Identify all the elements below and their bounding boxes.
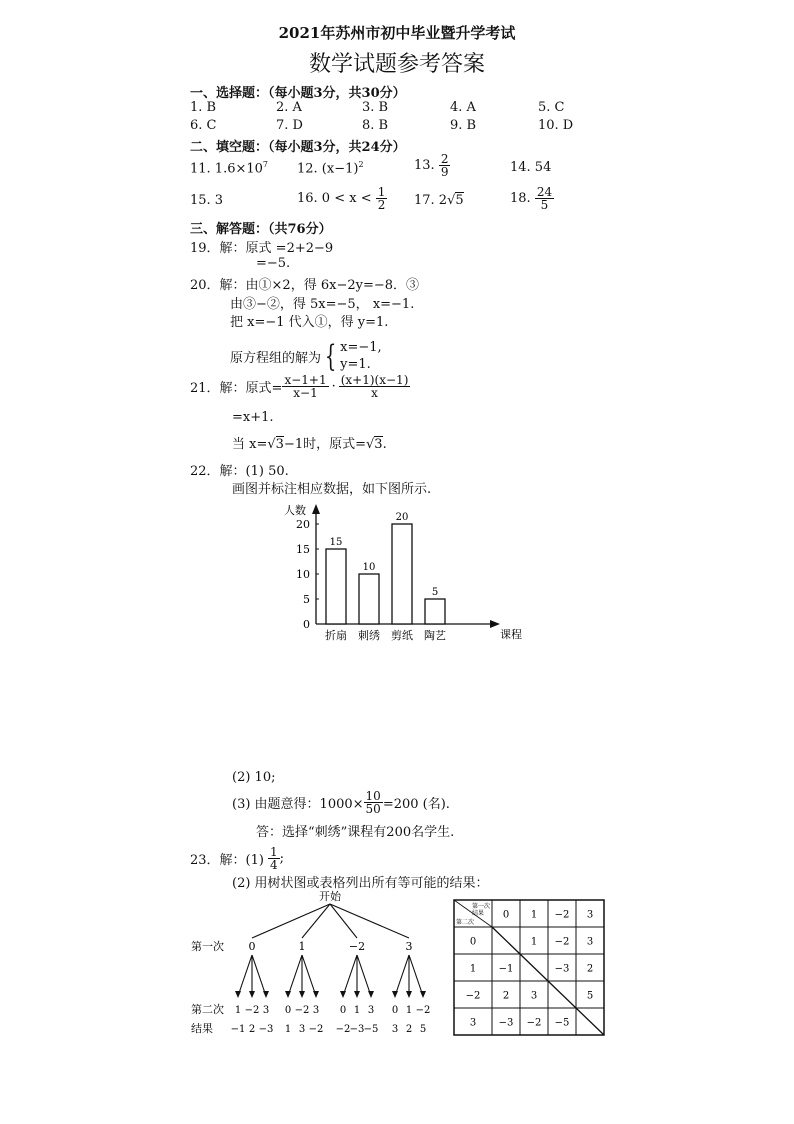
table-corner-top: 第一次 xyxy=(471,903,490,910)
x-tick-label: 刺绣 xyxy=(358,629,380,642)
tree-row3-label: 结果 xyxy=(191,1022,213,1035)
tree-result-value: 5 xyxy=(419,1024,427,1035)
bar-data-label: 15 xyxy=(329,537,343,548)
answer-12: 12. $(x-1)^2$ xyxy=(297,160,364,177)
table-cell: 2 xyxy=(586,963,594,975)
tree-arrow xyxy=(392,991,398,998)
q20-solution: 原方程组的解为 { x=−1, y=1. xyxy=(230,338,382,374)
table-header: 0 xyxy=(502,909,510,921)
table-cell: 3 xyxy=(530,990,538,1002)
answer-11: 11. $1.6\times 10^7$ xyxy=(190,160,269,177)
answer-14: 14. 54 xyxy=(510,160,552,175)
tree-result-value: −3 xyxy=(349,1024,365,1035)
y-axis-arrow xyxy=(312,504,320,514)
q21-line1: 21．解：原式= $\frac{x-1+1}{x-1}$ · $\frac{(x+1)(x-1)}{x}$ xyxy=(190,373,409,400)
bar-1 xyxy=(326,549,346,624)
tree-second-value: 0 xyxy=(391,1005,399,1016)
tree-second-value: 3 xyxy=(312,1005,320,1016)
tree-arrow xyxy=(235,991,241,998)
q23-line1: 23．解：(1) $\frac{1}{4}$ ; xyxy=(190,845,284,872)
q20-line3: 把 x=−1 代入①，得 y=1. xyxy=(230,315,389,330)
tree-sub-branch xyxy=(409,955,423,996)
y-tick-label: 15 xyxy=(296,543,310,556)
x-tick-label: 陶艺 xyxy=(424,629,446,642)
table-corner-bottom: 第二次 xyxy=(456,919,475,926)
tree-sub-branch xyxy=(343,955,357,996)
tree-arrow xyxy=(263,991,269,998)
table-row-label: 1 xyxy=(469,963,477,975)
x-axis-label: 课程 xyxy=(500,628,522,641)
tree-result-value: −3 xyxy=(258,1024,274,1035)
tree-row1-label: 第一次 xyxy=(191,940,224,953)
bar-data-label: 10 xyxy=(362,562,376,573)
tree-second-value: 0 xyxy=(339,1005,347,1016)
tree-result-value: −2 xyxy=(335,1024,351,1035)
table-cell: −2 xyxy=(526,1017,542,1029)
answer-4: 4. A xyxy=(450,100,476,115)
y-tick-label: 10 xyxy=(296,568,310,581)
tree-second-value: −2 xyxy=(244,1005,260,1016)
tree-first-value: 3 xyxy=(405,940,413,953)
q22-part2: (2) 10; xyxy=(232,770,276,785)
table-row-label: 3 xyxy=(469,1017,477,1029)
tree-second-value: 1 xyxy=(353,1005,361,1016)
tree-branch xyxy=(330,904,409,938)
tree-first-value: 0 xyxy=(248,940,256,953)
tree-arrow xyxy=(354,991,360,998)
tree-result-value: 3 xyxy=(298,1024,306,1035)
answer-8: 8. B xyxy=(362,118,389,133)
tree-first-value: 1 xyxy=(298,940,306,953)
tree-second-value: −2 xyxy=(294,1005,310,1016)
tree-diagram xyxy=(185,888,445,1038)
tree-arrow xyxy=(420,991,426,998)
tree-result-value: 1 xyxy=(284,1024,292,1035)
bar-data-label: 5 xyxy=(431,587,439,598)
bar-chart xyxy=(270,498,522,648)
tree-arrow xyxy=(285,991,291,998)
q22-part3: (3) 由题意得：1000× $\frac{10}{50}$ =200 (名). xyxy=(232,789,450,816)
tree-arrow xyxy=(368,991,374,998)
y-axis-label: 人数 xyxy=(284,504,306,517)
results-table xyxy=(452,898,612,1038)
tree-arrow xyxy=(340,991,346,998)
table-header: 3 xyxy=(586,909,594,921)
tree-start: 开始 xyxy=(319,890,341,903)
answer-9: 9. B xyxy=(450,118,477,133)
tree-result-value: 3 xyxy=(391,1024,399,1035)
answer-title: 数学试题参考答案 xyxy=(308,52,485,77)
table-cell: −3 xyxy=(554,963,570,975)
answer-2: 2. A xyxy=(276,100,302,115)
q19-line1: 19．解：原式 =2+2−9 xyxy=(190,241,334,256)
table-border xyxy=(454,900,604,1035)
tree-arrow xyxy=(249,991,255,998)
sec2-heading: 二、填空题：（每小题3分，共24分） xyxy=(190,140,406,155)
answer-1: 1. B xyxy=(190,100,217,115)
answer-6: 6. C xyxy=(190,118,217,133)
bar-2 xyxy=(359,574,379,624)
table-cell: 3 xyxy=(586,936,594,948)
q22-answer: 答：选择“刺绣”课程有200名学生. xyxy=(256,825,455,840)
q20-line1: 20．解：由①×2，得 6x−2y=−8．③ xyxy=(190,278,420,293)
tree-branch xyxy=(252,904,330,938)
tree-first-value: −2 xyxy=(348,940,366,953)
q23-line2: (2) 用树状图或表格列出所有等可能的结果： xyxy=(232,876,489,891)
bar-data-label: 20 xyxy=(395,512,409,523)
tree-arrow xyxy=(313,991,319,998)
table-cell: −1 xyxy=(498,963,514,975)
x-tick-label: 折扇 xyxy=(325,629,347,642)
tree-result-value: −5 xyxy=(363,1024,379,1035)
tree-result-value: −1 xyxy=(230,1024,246,1035)
x-axis-arrow xyxy=(490,620,500,628)
tree-result-value: −2 xyxy=(308,1024,324,1035)
tree-arrow xyxy=(299,991,305,998)
tree-branch xyxy=(302,904,330,938)
q20-line2: 由③−②，得 5x=−5， x=−1. xyxy=(230,297,415,312)
tree-row2-label: 第二次 xyxy=(191,1003,224,1016)
tree-sub-branch xyxy=(357,955,371,996)
q19-line2: =−5. xyxy=(256,256,291,271)
table-cell: −5 xyxy=(554,1017,570,1029)
q21-line3: 当 x=√3−1时，原式=√3. xyxy=(232,437,387,452)
answer-18: 18. $\frac{24}{5}$ xyxy=(510,185,553,212)
tree-result-value: 2 xyxy=(405,1024,413,1035)
table-cell: −2 xyxy=(554,936,570,948)
answer-13: 13. $\frac{2}{9}$ xyxy=(414,152,449,179)
table-row-label: −2 xyxy=(465,990,481,1002)
bar-3 xyxy=(392,524,412,624)
table-cell: 1 xyxy=(530,936,538,948)
q22-line2: 画图并标注相应数据，如下图所示. xyxy=(232,482,432,497)
tree-sub-branch xyxy=(238,955,252,996)
tree-second-value: 1 xyxy=(234,1005,242,1016)
table-header: −2 xyxy=(554,909,570,921)
tree-second-value: 0 xyxy=(284,1005,292,1016)
exam-title: 2021年苏州市初中毕业暨升学考试 xyxy=(278,24,516,42)
tree-sub-branch xyxy=(252,955,266,996)
answer-10: 10. D xyxy=(538,118,574,133)
tree-result-value: 2 xyxy=(248,1024,256,1035)
tree-arrow xyxy=(406,991,412,998)
tree-sub-branch xyxy=(395,955,409,996)
table-cell: 5 xyxy=(586,990,594,1002)
answer-16: 16. 0 < x < $\frac{1}{2}$ xyxy=(297,185,386,212)
tree-second-value: 3 xyxy=(367,1005,375,1016)
table-cell: 2 xyxy=(502,990,510,1002)
y-tick-label: 5 xyxy=(303,593,310,606)
answer-15: 15. 3 xyxy=(190,193,224,208)
tree-second-value: 1 xyxy=(405,1005,413,1016)
table-header: 1 xyxy=(530,909,538,921)
tree-sub-branch xyxy=(302,955,316,996)
table-corner-mid: 结果 xyxy=(471,910,485,917)
bar-4 xyxy=(425,599,445,624)
sec3-heading: 三、解答题：（共76分） xyxy=(190,222,332,237)
answer-5: 5. C xyxy=(538,100,565,115)
q22-line1: 22．解：(1) 50. xyxy=(190,464,289,479)
tree-second-value: −2 xyxy=(415,1005,431,1016)
answer-17: 17. 2√5 xyxy=(414,193,464,208)
x-tick-label: 剪纸 xyxy=(391,629,413,642)
y-tick-label: 0 xyxy=(303,618,310,631)
answer-3: 3. B xyxy=(362,100,389,115)
q21-line2: =x+1. xyxy=(232,410,274,425)
table-cell: −3 xyxy=(498,1017,514,1029)
answer-7: 7. D xyxy=(276,118,303,133)
y-tick-label: 20 xyxy=(296,518,310,531)
tree-second-value: 3 xyxy=(262,1005,270,1016)
tree-branch xyxy=(330,904,357,938)
tree-sub-branch xyxy=(288,955,302,996)
table-row-label: 0 xyxy=(469,936,477,948)
sec1-heading: 一、选择题：（每小题3分，共30分） xyxy=(190,86,406,101)
